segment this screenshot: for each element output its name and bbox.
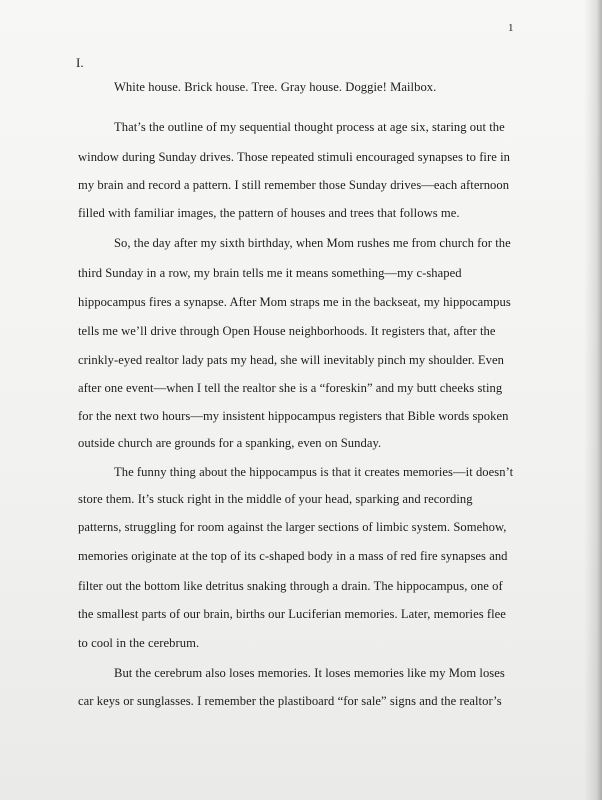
text-line: store them. It’s stuck right in the middle of your head, sparking and recording: [78, 492, 473, 506]
text-line: patterns, struggling for room against the larger sections of limbic system. Somehow,: [78, 520, 507, 534]
section-heading: I.: [76, 55, 84, 70]
text-line: my brain and record a pattern. I still remember those Sunday drives—each afternoon: [78, 178, 510, 192]
text-line: window during Sunday drives. Those repeated stimuli encouraged synapses to fire in: [78, 150, 510, 164]
text-line: But the cerebrum also loses memories. It loses memories like my Mom loses: [114, 666, 505, 680]
text-line: outside church are grounds for a spanking, even on Sunday.: [78, 436, 382, 450]
text-line: tells me we’ll drive through Open House neighborhoods. It registers that, after the: [78, 324, 496, 338]
text-line: for the next two hours—my insistent hippocampus registers that Bible words spoken: [78, 409, 509, 423]
text-line: third Sunday in a row, my brain tells me it means something—my c-shaped: [78, 266, 462, 280]
text-line: hippocampus fires a synapse. After Mom straps me in the backseat, my hippocampus: [78, 295, 511, 309]
text-line: crinkly-eyed realtor lady pats my head, she will inevitably pinch my shoulder. Even: [78, 353, 504, 367]
text-line: memories originate at the top of its c-shaped body in a mass of red fire synapses and: [78, 549, 508, 563]
text-line: filled with familiar images, the pattern of houses and trees that follows me.: [78, 206, 460, 220]
text-line: So, the day after my sixth birthday, when Mom rushes me from church for the: [114, 236, 511, 250]
text-line: White house. Brick house. Tree. Gray house. Doggie! Mailbox.: [114, 80, 437, 94]
text-line: The funny thing about the hippocampus is that it creates memories—it doesn’t: [114, 465, 514, 479]
text-line: to cool in the cerebrum.: [78, 636, 200, 650]
text-line: filter out the bottom like detritus snaking through a drain. The hippocampus, one of: [78, 579, 503, 593]
text-line: car keys or sunglasses. I remember the plastiboard “for sale” signs and the realtor’s: [78, 694, 502, 708]
text-line: after one event—when I tell the realtor she is a “foreskin” and my butt cheeks sting: [78, 381, 503, 395]
page-number: 1: [508, 22, 514, 34]
text-line: That’s the outline of my sequential thought process at age six, staring out the: [114, 120, 505, 134]
text-line: the smallest parts of our brain, births our Luciferian memories. Later, memories flee: [78, 607, 506, 621]
page-edge-shadow: [584, 0, 602, 800]
